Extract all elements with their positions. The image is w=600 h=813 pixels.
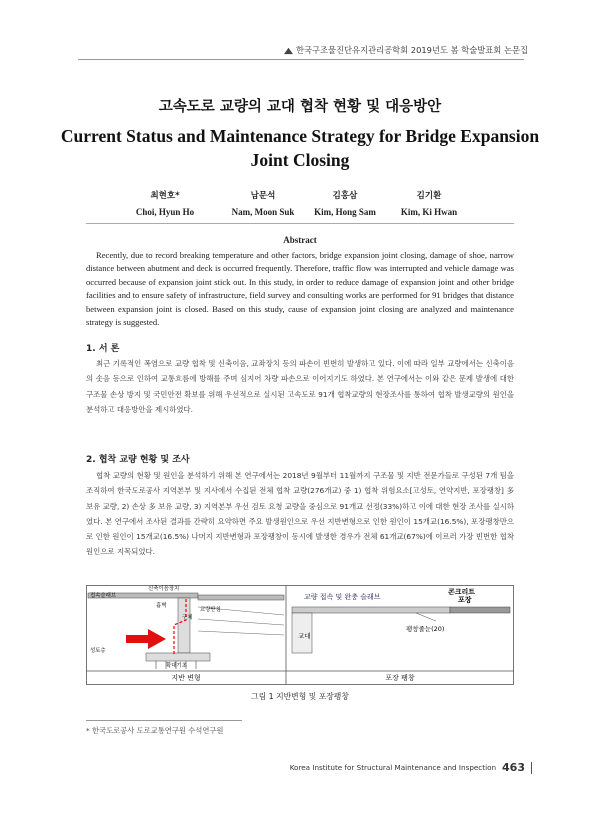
author-4-ko: 김기환 [416,191,442,201]
author-1 [120,188,210,220]
label-expansion-joint-note: 팽창줄눈(20) [406,625,445,633]
running-header [284,44,528,56]
bridge-logo-icon [284,46,293,55]
figure-1 [86,585,514,685]
footnote-rule [86,720,242,721]
author-2-ko: 남문석 [250,191,276,201]
pavement-expansion-drawing [292,587,510,653]
left-caption: 지반 변형 [171,674,201,682]
title-english: Current Status and Maintenance Strategy for Bridge Expansion Joint Closing [60,126,540,170]
footer-org: Korea Institute for Structural Maintenance and Inspection [289,763,497,772]
ground-deformation-drawing [88,585,284,669]
section-1-title: 1. 서 론 [86,344,120,354]
label-concrete-pavement-2: 포장 [458,596,472,604]
label-expansion-joint: 신축이음장치 [148,586,180,592]
author-3 [300,188,390,220]
label-bearing: 교량받침 [200,607,221,613]
section-2-body: 협착 교량의 현황 및 원인을 분석하기 위해 본 연구에서는 2018년 9월부터 11월까지 구조물 및 지반 전문가들로 구성된 7개 팀을 조직하여 한국도로공사 지역본부 및 지사에서 수집된 전체 협착 교량(276개교) 중 1) 협착 위험요소[고성토, 연약지반, 포장팽창] 多 보유 교량, 2) 손상 多 보유 교량, 3) 지역본부 우선 검토 요청 교량을 중심으로 91개교 선정(33%)하고 이에 대한 현장 조사를 실시하였다. 본 연구에서 조사된 결과를 간략히 요약하면 주요 발생원인으로 우선 지반변형으로 인한 원인이 15개교(16.5%), 포장팽창만으로 인한 원인이 15개교(16.5%) 나머지 지반변형과 포장팽창이 동시에 발생한 경우가 전체 61개교(67%)에 이르러 가장 빈번한 협착 원인으로 지목되었다. [86,471,514,557]
right-caption: 포장 팽창 [385,674,415,682]
header-text: 한국구조물진단유지관리공학회 2019년도 봄 학술발표회 논문집 [295,45,528,55]
section-2-title: 2. 협착 교량 현황 및 조사 [86,455,190,465]
label-structure: 구체 [182,615,193,621]
author-rule [86,223,514,224]
arrow-icon [126,629,166,649]
author-3-ko: 김홍삼 [332,191,358,201]
footer-bar [531,762,532,774]
figure-caption: 그림 1 지반변형 및 포장팽창 [251,692,349,701]
author-4-en: Kim, Ki Hwan [400,207,458,217]
page-number: 463 [502,761,525,774]
section-1-body: 최근 기록적인 폭염으로 교량 협착 및 신축이음, 교좌장치 등의 파손이 빈번히 발생하고 있다. 이에 따라 일부 교량에서는 신축이음의 솟음 등으로 인하여 교통흐름에 방해를 주며 심지어 차량 파손으로 이어지기도 하였다. 본 연구에서는 이와 같은 문제 발생에 대한 구조물 손상 방지 및 국민안전 확보를 위해 우선적으로 실시된 고속도로 91개 협착교량의 현장조사를 통하여 협착 발생교량의 원인을 분석하고 대응방안을 제시하였다. [86,359,514,414]
label-slab: 교량 접속 및 완충 슬래브 [304,593,381,601]
author-3-en: Kim, Hong Sam [314,207,376,217]
header-rule [78,59,524,60]
author-2-en: Nam, Moon Suk [231,207,295,217]
label-abutment: 교대 [298,632,311,640]
label-approach-slab: 접속슬래브 [90,593,117,599]
author-1-ko: 최현호* [150,191,180,201]
abstract-body: Recently, due to record breaking temperature and other factors, bridge expansion joint closing, damage of shoe, narrow distance between abutment and deck is occurred frequently. Therefore, traffic flow was interrupted and vehicle damage was occurred because of expansion joint stick out. In this study, in order to reduce damage of expansion joint and other bridge facilities and to ensure safety of infrastructure, field survey and consulting works are performed for 91 bridges that distance between expansion joint is closed. Based on this study, cause of expansion joint closing are analyzed and maintenance strategy is suggested. [86,250,514,328]
label-backwall: 흉벽 [156,603,167,609]
footnote: * 한국도로공사 도로교통연구원 수석연구원 [86,726,224,735]
abstract-heading: Abstract [283,235,317,245]
label-fill: 성토층 [90,648,106,654]
author-2 [218,188,308,220]
title-korean: 고속도로 교량의 교대 협착 현황 및 대응방안 [158,99,442,115]
author-1-en: Choi, Hyun Ho [135,207,195,217]
label-concrete-pavement-1: 콘크리트 [448,588,476,596]
author-4 [384,188,474,220]
label-pile: 확대기초 [166,663,187,669]
page-footer [290,761,532,774]
